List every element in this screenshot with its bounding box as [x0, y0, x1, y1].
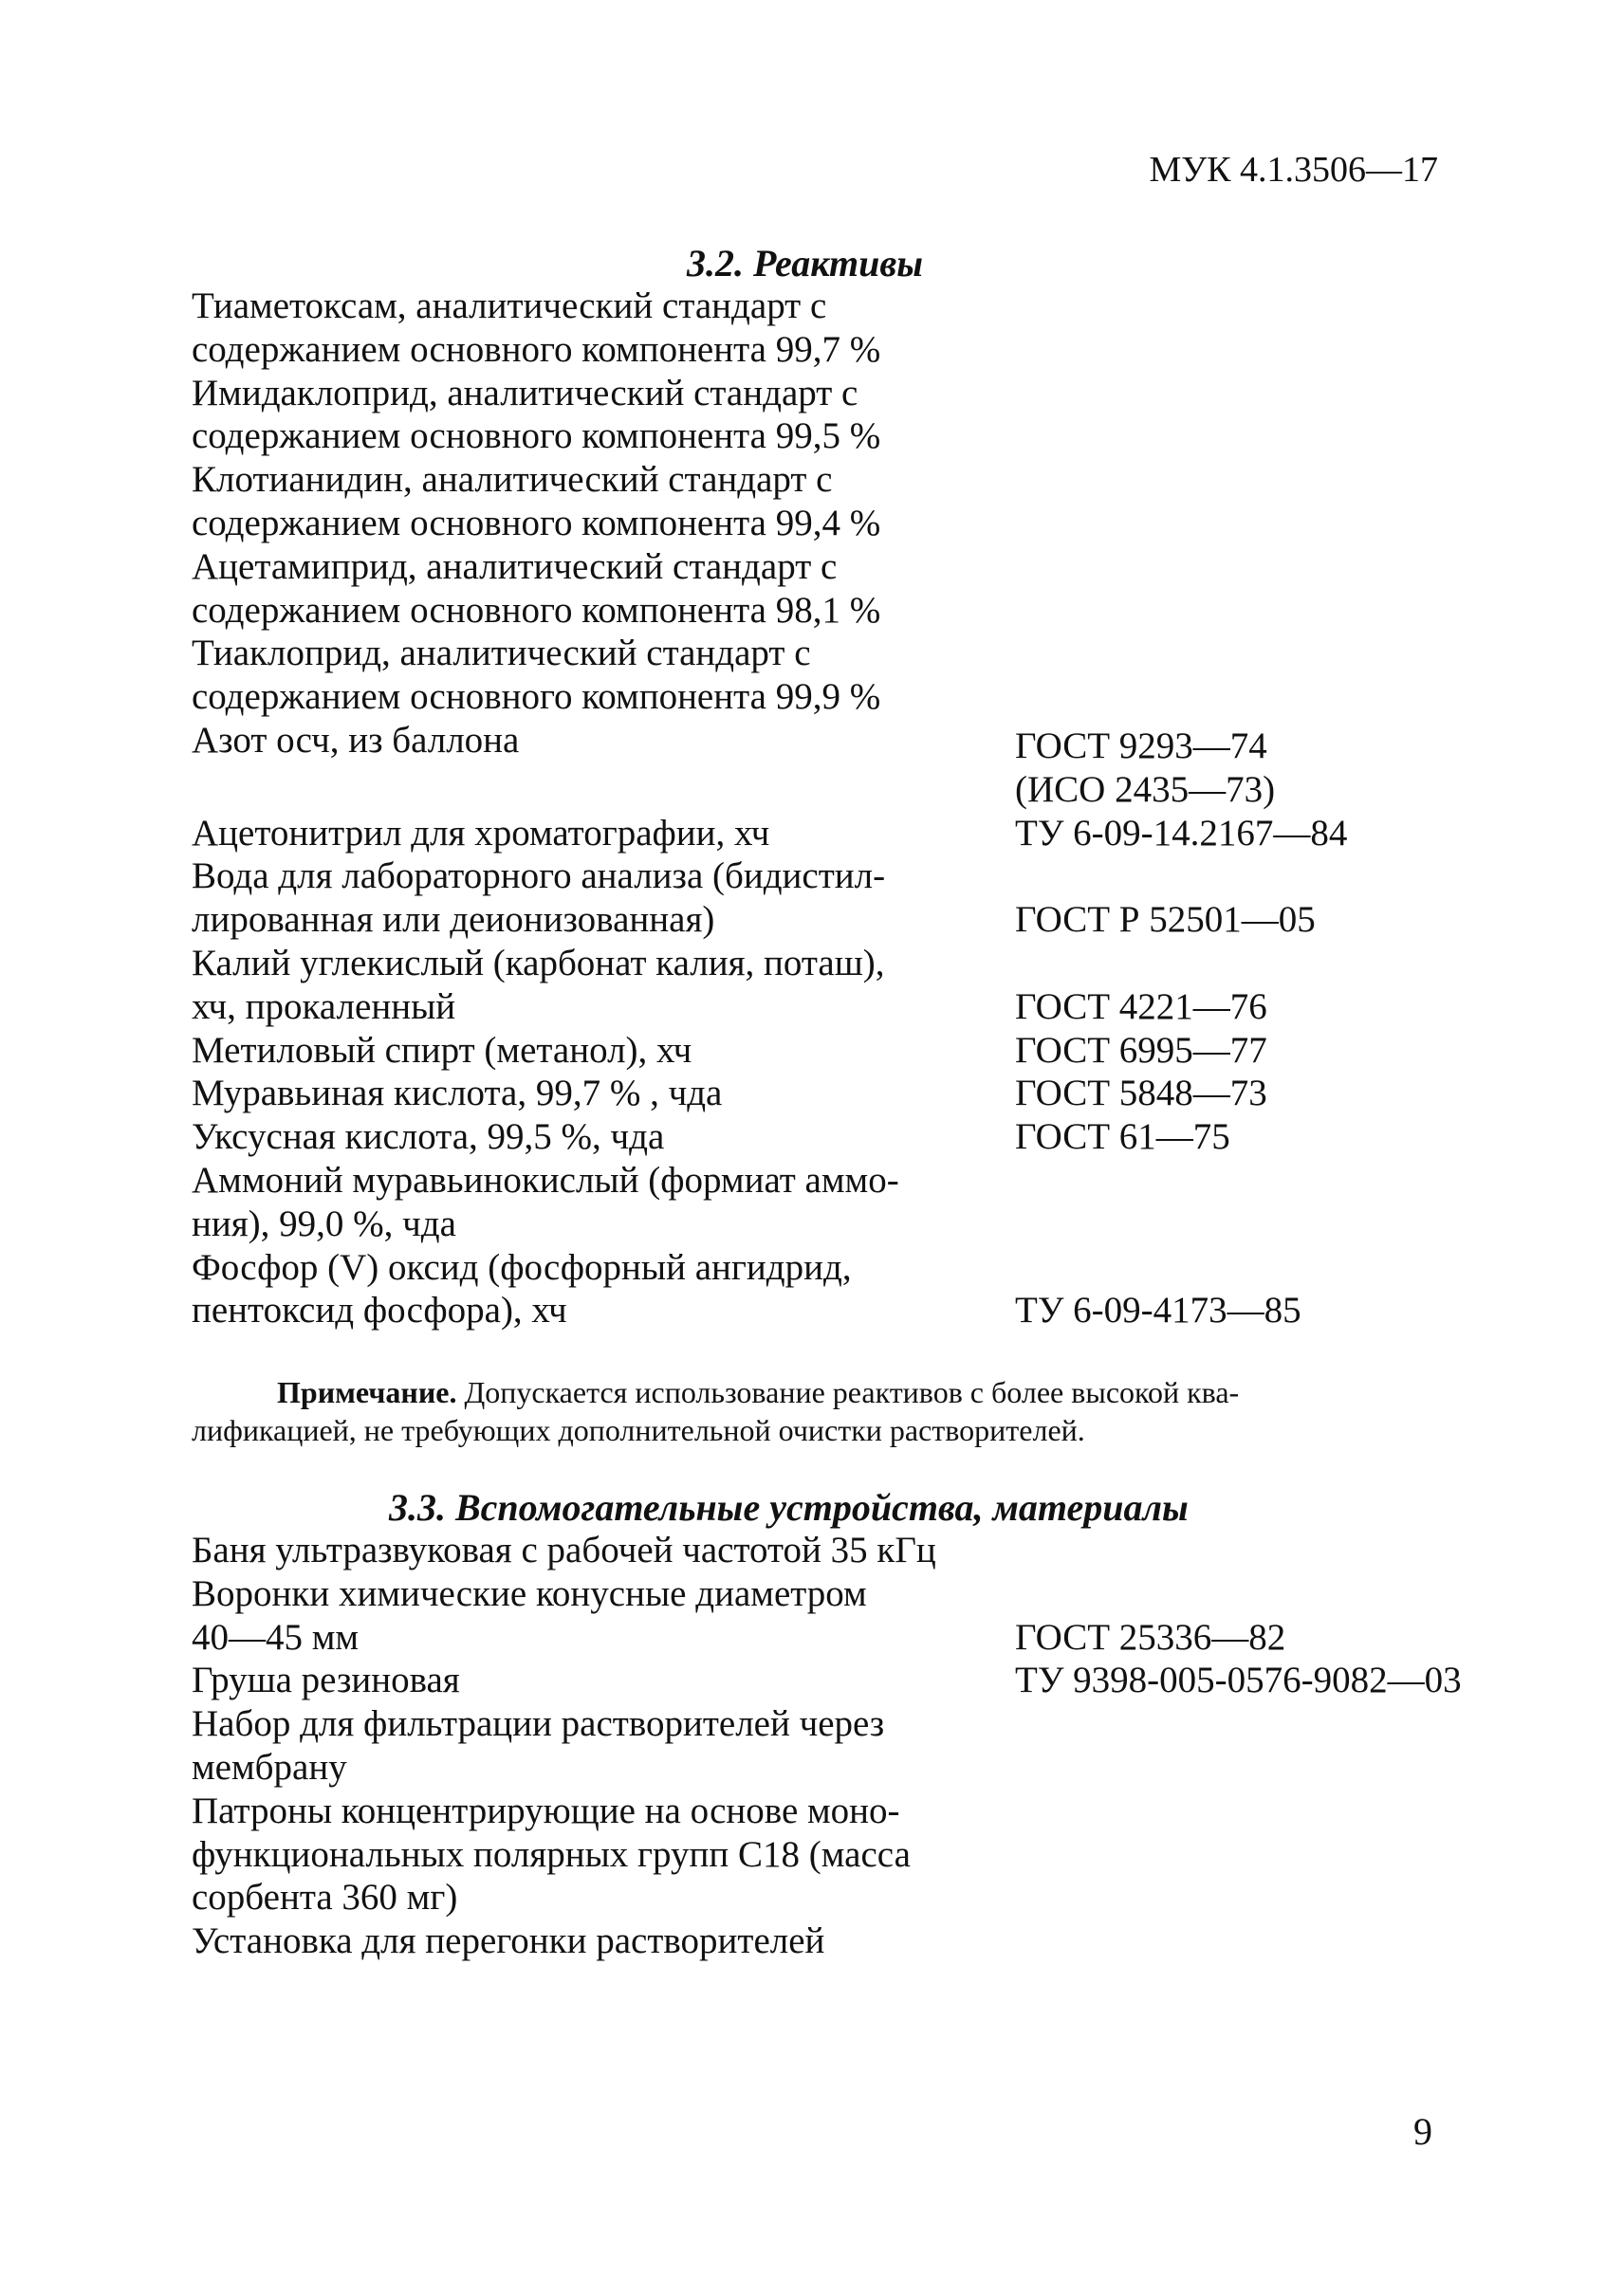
material-item — [192, 1702, 1510, 1790]
material-name: Воронки химические конусные диаметром 40—45 мм — [192, 1572, 867, 1658]
reagent-name: Ацетамиприд, аналитический стандарт с содержанием основного компонента 98,1 % — [192, 545, 881, 631]
material-name: Груша резиновая — [192, 1660, 460, 1701]
material-item — [192, 1659, 1510, 1702]
materials-section-title: 3.3. Вспомогательные устройства, материалы — [389, 1486, 1189, 1529]
reagent-name: Метиловый спирт (метанол), хч — [192, 1029, 692, 1071]
page-number: 9 — [1413, 2110, 1432, 2153]
reagent-item — [192, 854, 1510, 942]
reagent-name: Азот осч, из баллона — [192, 719, 520, 761]
reagent-name: Ацетонитрил для хроматографии, хч — [192, 812, 770, 854]
reagent-item — [192, 1029, 1510, 1073]
reagent-name: Муравьиная кислота, 99,7 % , чда — [192, 1073, 723, 1114]
reagent-item — [192, 545, 1510, 633]
reagent-item — [192, 1115, 1510, 1159]
material-item — [192, 1919, 1510, 1963]
material-item — [192, 1572, 1510, 1660]
materials-list — [192, 1529, 1510, 1963]
note-text-continued: лификацией, не требующих дополнительной очистки растворителей. — [192, 1413, 1085, 1447]
reagents-list — [192, 285, 1510, 1332]
material-standard: ГОСТ 25336—82 — [1015, 1616, 1286, 1658]
reagent-item — [192, 285, 1510, 372]
material-item — [192, 1529, 1510, 1572]
reagent-standard: ГОСТ Р 52501—05 — [1015, 899, 1316, 941]
reagent-item — [192, 942, 1510, 1029]
reagent-name: Аммоний муравьинокислый (формиат аммо- ния), 99,0 %, чда — [192, 1159, 899, 1244]
reagent-name: Клотианидин, аналитический стандарт с содержанием основного компонента 99,4 % — [192, 459, 881, 543]
reagents-section-title: 3.2. Реактивы — [687, 242, 923, 285]
reagent-item — [192, 812, 1510, 855]
reagent-name: Уксусная кислота, 99,5 %, чда — [192, 1116, 665, 1158]
material-standard: ТУ 9398-005-0576-9082—03 — [1015, 1660, 1462, 1701]
reagent-name: Вода для лабораторного анализа (бидистил- лированная или деионизованная) — [192, 855, 886, 941]
reagent-standard: ГОСТ 61—75 — [1015, 1116, 1230, 1158]
reagent-standard: ТУ 6-09-4173—85 — [1015, 1290, 1301, 1332]
reagent-name: Калий углекислый (карбонат калия, поташ), хч, прокаленный — [192, 942, 885, 1027]
reagent-item — [192, 719, 1510, 812]
reagent-item — [192, 632, 1510, 719]
reagent-name: Тиаметоксам, аналитический стандарт с содержанием основного компонента 99,7 % — [192, 285, 881, 370]
reagent-item — [192, 372, 1510, 459]
document-code: МУК 4.1.3506—17 — [1149, 150, 1438, 190]
reagent-name: Имидаклоприд, аналитический стандарт с содержанием основного компонента 99,5 % — [192, 372, 881, 457]
material-item — [192, 1790, 1510, 1919]
reagent-standard: ТУ 6-09-14.2167—84 — [1015, 812, 1348, 854]
reagent-standard: ГОСТ 9293—74 (ИСО 2435—73) — [1015, 725, 1276, 810]
material-name: Установка для перегонки растворителей — [192, 1920, 825, 1962]
material-name: Набор для фильтрации растворителей через мембрану — [192, 1703, 885, 1788]
material-name: Баня ультразвуковая с рабочей частотой 35 кГц — [192, 1530, 936, 1570]
material-name: Патроны концентрирующие на основе моно- функциональных полярных групп С18 (масса сорбента 360 мг) — [192, 1790, 911, 1919]
reagent-name: Тиаклоприд, аналитический стандарт с содержанием основного компонента 99,9 % — [192, 633, 881, 718]
reagent-item — [192, 1246, 1510, 1333]
note-label: Примечание. — [277, 1375, 457, 1409]
reagent-standard: ГОСТ 4221—76 — [1015, 985, 1267, 1027]
reagent-item — [192, 1072, 1510, 1115]
reagent-name: Фосфор (V) оксид (фосфорный ангидрид, пентоксид фосфора), хч — [192, 1246, 852, 1332]
note-paragraph — [192, 1373, 1453, 1449]
reagent-item — [192, 458, 1510, 545]
reagent-item — [192, 1159, 1510, 1246]
reagent-standard: ГОСТ 5848—73 — [1015, 1073, 1267, 1114]
reagent-standard: ГОСТ 6995—77 — [1015, 1029, 1267, 1071]
note-text: Допускается использование реактивов с более высокой ква- — [464, 1375, 1240, 1409]
